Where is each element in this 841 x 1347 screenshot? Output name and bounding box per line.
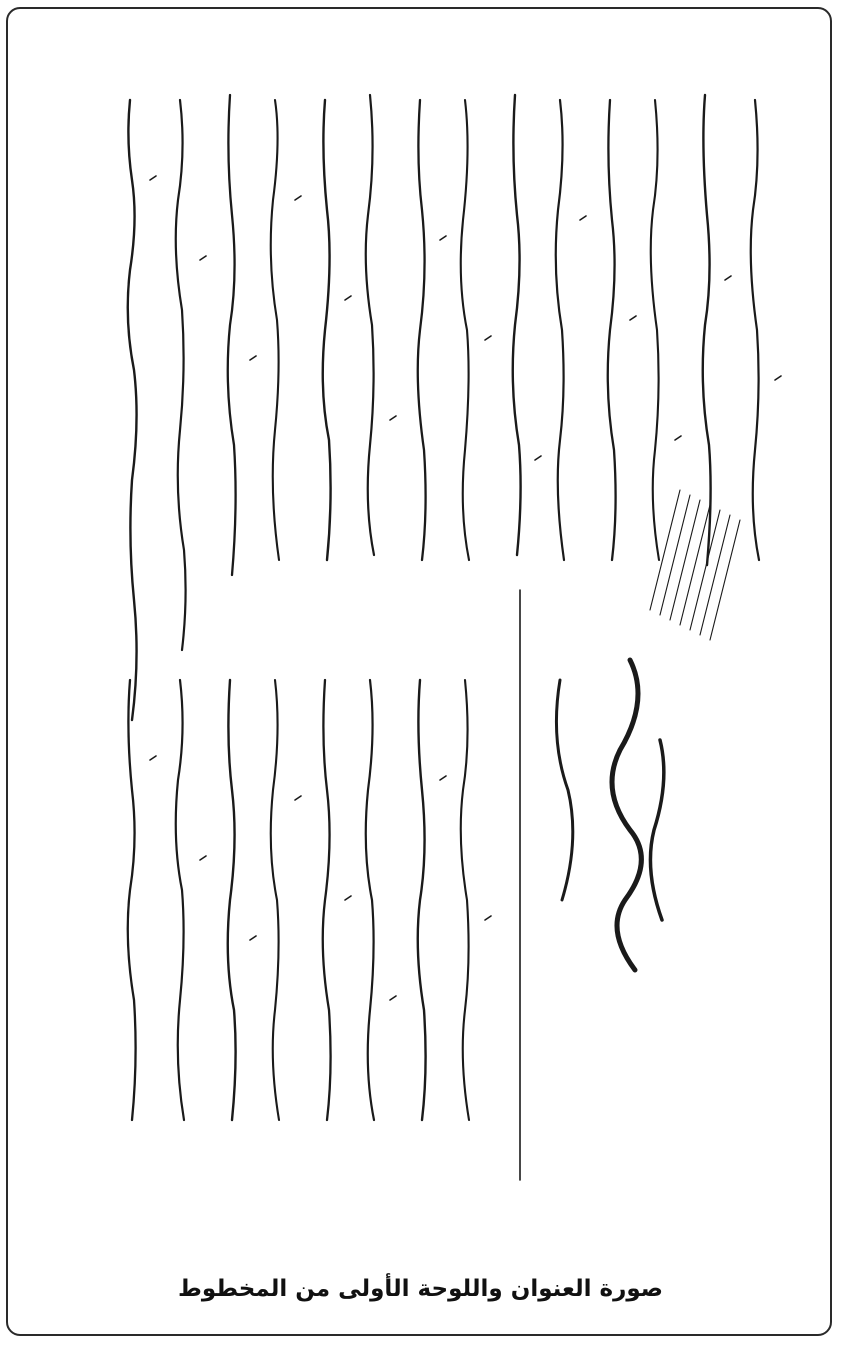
manuscript-left-page <box>128 95 781 720</box>
page-caption: صورة العنوان واللوحة الأولى من المخطوط <box>178 1276 663 1302</box>
manuscript-scan-image <box>40 40 810 1220</box>
manuscript-right-page <box>128 490 740 1180</box>
